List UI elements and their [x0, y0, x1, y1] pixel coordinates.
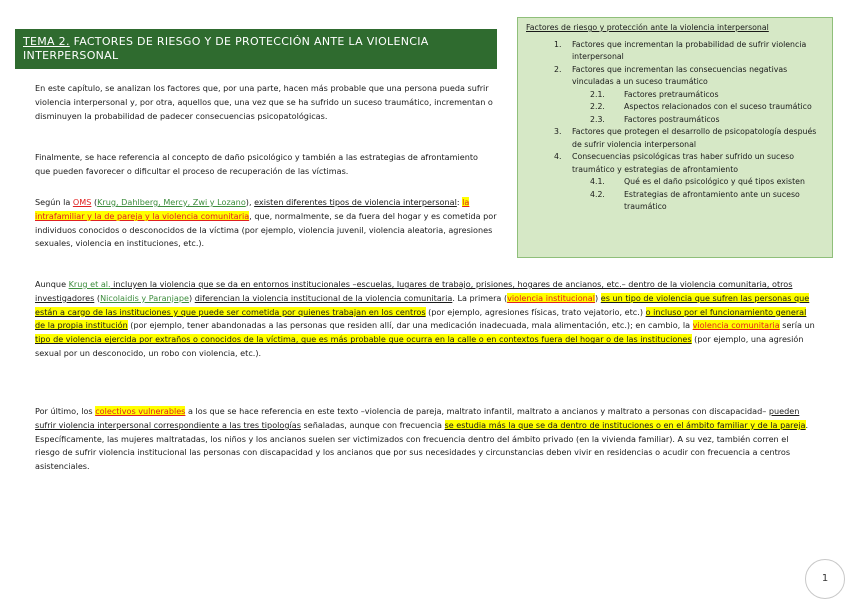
- highlighted-text: se estudia más la que se da dentro de instituciones o en el ámbito familiar y de la pareja: [444, 419, 806, 430]
- highlighted-text: es un tipo de violencia que sufren las personas que están a cargo de las instituciones y que puede ser cometida por quienes trabajan en los centros: [35, 292, 810, 317]
- highlighted-text: la intrafamiliar y la de pareja y la violencia comunitaria: [35, 197, 470, 221]
- chapter-number: TEMA 2.: [23, 35, 70, 48]
- index-title: Factores de riesgo y protección ante la violencia interpersonal: [526, 23, 769, 32]
- krug-link[interactable]: Krug et al.: [68, 279, 111, 289]
- highlighted-text: violencia comunitaria: [692, 320, 780, 331]
- intro-paragraph: En este capítulo, se analizan los factores que, por una parte, hacen más probable que una persona pueda sufrir violencia interpersonal y, por otra, aquellos que, una vez que se ha sufrido un suceso traumático, incrementan o disminuyen la probabilidad de padecer consecuencias psicopatológicas.: [35, 83, 493, 121]
- index-item: 1. Factores que incrementan la probabilidad de sufrir violencia interpersonal: [554, 39, 807, 61]
- authors-link[interactable]: Krug, Dahlberg, Mercy, Zwi y Lozano: [97, 197, 246, 207]
- index-item: 4. Consecuencias psicológicas tras haber sufrido un suceso traumático y estrategias de afrontamiento: [554, 152, 794, 174]
- oms-link[interactable]: OMS: [72, 197, 92, 207]
- vulnerable-groups-paragraph: Por último, los colectivos vulnerables a los que se hace referencia en este texto –violencia de pareja, maltrato infantil, maltrato a ancianos y maltrato a personas con discapacidad– pueden sufrir violencia interpersonal correspondiente a las tres tipologías señaladas, aunque con frecuencia se estudia más la que se da dentro de instituciones o en el ámbito familiar y de la pareja. Específicamente, las mujeres maltratadas, los niños y los ancianos suelen ser victimizados con frecuencia dentro del ámbito privado (en la vivienda familiar). A su vez, también corren el riesgo de sufrir violencia institucional las personas con discapacidad y los ancianos que por sus necesidades y circunstancias deben vivir en residencias o acudir con frecuencia a centros asistenciales.: [35, 406, 809, 472]
- highlighted-text: o incluso por el funcionamiento general de la propia institución: [35, 306, 807, 331]
- index-subitem: 2.3. Factores postraumáticos: [590, 114, 720, 124]
- highlighted-text: colectivos vulnerables: [95, 406, 186, 416]
- page-number: 1: [805, 559, 845, 599]
- chapter-title-text: FACTORES DE RIESGO Y DE PROTECCIÓN ANTE LA VIOLENCIA INTERPERSONAL: [23, 35, 429, 62]
- highlighted-text: tipo de violencia ejercida por extraños o conocidos de la víctima, que es más probable que ocurra en la calle o en contextos fuera del hogar o de las instituciones: [35, 334, 692, 345]
- chapter-index-box: [517, 17, 833, 258]
- highlighted-text: violencia institucional: [507, 292, 595, 303]
- chapter-title: [15, 29, 497, 69]
- index-subitem: 2.2. Aspectos relacionados con el suceso traumático: [590, 102, 812, 111]
- index-item: 2. Factores que incrementan las consecuencias negativas vinculadas a un suceso traumático: [554, 64, 788, 86]
- oms-paragraph: Según la OMS (Krug, Dahlberg, Mercy, Zwi y Lozano), existen diferentes tipos de violencia interpersonal: la intrafamiliar y la de pareja y la violencia comunitaria, que, normalmente, se da fuera del hogar y es cometida por individuos conocidos o desconocidos de la víctima (por ejemplo, violencia juvenil, violencia aleatoria, agresiones sexuales, violencia en instituciones, etc.).: [35, 197, 497, 249]
- index-subitem: 4.2. Estrategias de afrontamiento ante un suceso traumático: [590, 189, 800, 211]
- index-item: 3. Factores que protegen el desarrollo de psicopatología después de sufrir violencia interpersonal: [554, 127, 817, 149]
- nicolaidis-link[interactable]: Nicolaidis y Paranjape: [100, 292, 189, 303]
- index-subitem: 4.1. Qué es el daño psicológico y qué tipos existen: [590, 177, 805, 186]
- institutional-paragraph: Aunque Krug et al. incluyen la violencia que se da en entornos institucionales –escuelas, lugares de trabajo, prisiones, hogares de ancianos, etc.– dentro de la violencia comunitaria, otros investigadores (Nicolaidis y Paranjape) diferencian la violencia institucional de la violencia comunitaria. La primera (violencia institucional) es un tipo de violencia que sufren las personas que están a cargo de las instituciones y que puede ser cometida por quienes trabajan en los centros (por ejemplo, agresiones físicas, trato vejatorio, etc.) o incluso por el funcionamiento general de la propia institución (por ejemplo, tener abandonadas a las personas que residen allí, dar una medicación inadecuada, mala alimentación, etc.); en cambio, la violencia comunitaria sería un tipo de violencia ejercida por extraños o conocidos de la víctima, que es más probable que ocurra en la calle o en contextos fuera del hogar o de las instituciones (por ejemplo, una agresión sexual por un desconocido, un robo con violencia, etc.).: [35, 279, 815, 358]
- second-paragraph: Finalmente, se hace referencia al concepto de daño psicológico y también a las estrategias de afrontamiento que pueden favorecer o dificultar el proceso de recuperación de las víctimas.: [35, 152, 478, 176]
- index-subitem: 2.1. Factores pretraumáticos: [590, 89, 719, 99]
